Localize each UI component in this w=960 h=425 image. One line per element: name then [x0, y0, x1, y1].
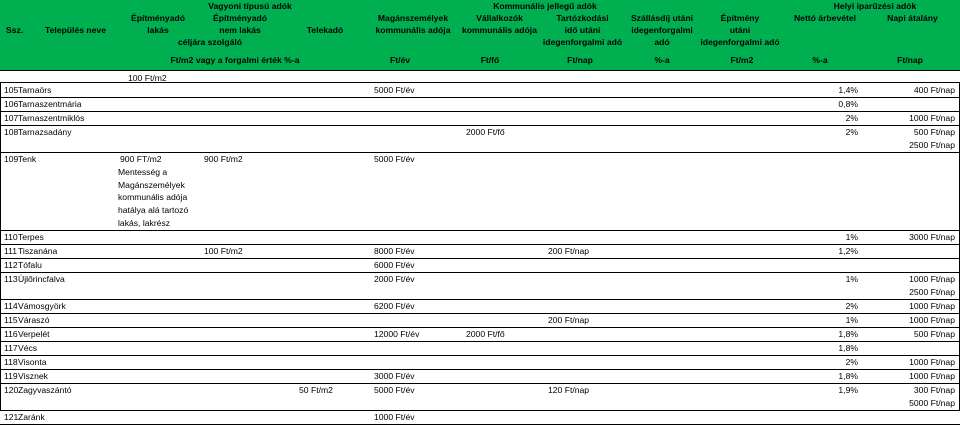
cell-maganszemelyek: 1000 Ft/év	[374, 412, 415, 422]
cell-vallalkozok: 2000 Ft/fő	[466, 127, 505, 137]
napi-header: Napi átalány	[887, 13, 938, 23]
szallasdij-header-2: idegenforgalmi	[631, 25, 693, 35]
cell-napi-secondary: 5000 Ft/nap	[909, 397, 955, 408]
cell-netto: 2%	[845, 113, 858, 123]
cell-tartozkodasi: 120 Ft/nap	[548, 385, 590, 395]
unit-ft-m2-ertek: Ft/m2 vagy a forgalmi érték %-a	[170, 55, 300, 65]
cell-napi: 1000 Ft/nap	[909, 274, 955, 284]
cell-name: Tarnaörs	[18, 85, 52, 95]
cell-name: Tenk	[18, 154, 37, 164]
cell-name: Tófalu	[18, 260, 42, 270]
vallalkozok-header-2: kommunális adója	[462, 25, 537, 35]
cell-tartozkodasi: 200 Ft/nap	[548, 315, 590, 325]
tartozkodasi-header-1: Tartózkodási	[556, 13, 609, 23]
cell-name: Visonta	[18, 357, 47, 367]
cell-ssz: 114	[4, 301, 18, 311]
divider	[0, 70, 960, 71]
cell-napi: 500 Ft/nap	[913, 127, 955, 137]
cell-epitmeny-lakas-note: Magánszemélyek	[118, 179, 185, 190]
cell-ssz: 121	[4, 412, 19, 422]
cell-netto: 1,8%	[838, 343, 858, 353]
cell-name: Tarnaszentmária	[18, 99, 82, 109]
cell-ssz: 116	[4, 329, 18, 339]
maganszemelyek-header-2: kommunális adója	[375, 25, 451, 35]
epitmeny-utani-header-3: idegenforgalmi adó	[700, 37, 780, 47]
vallalkozok-header-1: Vállalkozók	[476, 13, 523, 23]
cell-napi: 300 Ft/nap	[913, 385, 955, 395]
cell-napi: 3000 Ft/nap	[909, 232, 955, 242]
cell-maganszemelyek: 5000 Ft/év	[374, 154, 415, 164]
cell-netto: 0,8%	[838, 99, 858, 109]
unit-pct2: %-a	[812, 55, 828, 65]
cell-ssz: 117	[4, 343, 18, 353]
divider	[0, 82, 960, 83]
cell-telekado: 50 Ft/m2	[299, 385, 333, 395]
unit-ft-nap: Ft/nap	[567, 55, 593, 65]
cell-maganszemelyek: 6200 Ft/év	[374, 301, 415, 311]
cell-napi: 500 Ft/nap	[913, 329, 955, 339]
cell-netto: 2%	[845, 301, 858, 311]
cell-ssz: 110	[4, 232, 18, 242]
cell-maganszemelyek: 5000 Ft/év	[374, 385, 415, 395]
telepules-header: Település neve	[45, 25, 106, 35]
epitmenyado-lakas-header-2: lakás	[147, 25, 169, 35]
cell-ssz: 106	[4, 99, 19, 109]
unit-ft-m2: Ft/m2	[730, 55, 754, 65]
cell-napi-secondary: 2500 Ft/nap	[909, 286, 955, 297]
netto-header: Nettó árbevétel	[793, 13, 857, 23]
cell-netto: 2%	[845, 127, 858, 137]
unit-ft-ev: Ft/év	[389, 55, 411, 65]
unit-ft-fo: Ft/fő	[480, 55, 500, 65]
cell-napi-secondary: 2500 Ft/nap	[909, 139, 955, 150]
epitmeny-utani-header-1: Építmény	[720, 13, 760, 23]
cell-napi: 1000 Ft/nap	[909, 357, 955, 367]
cell-name: Újlőrincfalva	[18, 274, 65, 284]
cell-ssz: 105	[4, 85, 19, 95]
cell-netto: 1,8%	[838, 329, 858, 339]
cell-ssz: 118	[4, 357, 18, 367]
group-iparuzesi-header: Helyi iparűzési adók	[833, 1, 917, 11]
telekado-header: Telekadó	[306, 25, 344, 35]
group-kommunalis-header: Kommunális jellegű adók	[493, 1, 597, 11]
cell-name: Terpes	[18, 232, 44, 242]
unit-ft-nap2: Ft/nap	[897, 55, 923, 65]
epitmenyado-nemlakas-header-2: nem lakás	[219, 25, 261, 35]
cell-epitmeny-lakas-note: hatálya alá tartozó	[118, 205, 189, 216]
cell-name: Váraszó	[18, 315, 50, 325]
cell-ssz: 111	[4, 246, 18, 256]
cell-maganszemelyek: 5000 Ft/év	[374, 85, 415, 95]
cell-netto: 1,8%	[838, 371, 858, 381]
cell-maganszemelyek: 8000 Ft/év	[374, 246, 415, 256]
tartozkodasi-header-2: idő utáni	[564, 25, 601, 35]
cell-netto: 1%	[845, 232, 858, 242]
cell-napi: 1000 Ft/nap	[909, 315, 955, 325]
tartozkodasi-header-3: idegenforgalmi adó	[542, 37, 623, 47]
szallasdij-header-3: adó	[654, 37, 670, 47]
cell-epitmeny-lakas-note: kommunális adója	[118, 192, 188, 203]
cell-netto: 1%	[845, 315, 858, 325]
cell-tartozkodasi: 200 Ft/nap	[548, 246, 590, 256]
cell-ssz: 115	[4, 315, 18, 325]
cell-vallalkozok: 2000 Ft/fő	[466, 329, 505, 339]
cell-maganszemelyek: 12000 Ft/év	[374, 329, 420, 339]
celjara-header: céljára szolgáló	[177, 37, 242, 47]
epitmenyado-lakas-header-1: Építményadó	[131, 13, 185, 23]
cell-ssz: 113	[4, 274, 18, 284]
cell-ssz: 119	[4, 371, 18, 381]
cell-name: Tiszanána	[18, 246, 58, 256]
szallasdij-header-1: Szállásdíj utáni	[630, 13, 694, 23]
maganszemelyek-header-1: Magánszemélyek	[377, 13, 449, 23]
cell-netto: 1,9%	[838, 385, 858, 395]
cell-napi: 1000 Ft/nap	[909, 371, 955, 381]
cell-epitmeny-nemlakas: 900 Ft/m2	[204, 154, 243, 164]
cell-netto: 1%	[845, 274, 858, 284]
ssz-header: Ssz.	[6, 25, 24, 35]
cell-ssz: 120	[4, 385, 19, 395]
cell-epitmeny-lakas-note: lakás, lakrész	[118, 218, 171, 228]
cell-name: Vécs	[18, 343, 38, 353]
grid-vline	[0, 82, 1, 410]
row-divider	[0, 410, 960, 411]
subheader-100-ft-m2: 100 Ft/m2	[128, 73, 167, 83]
cell-ssz: 107	[4, 113, 19, 123]
cell-ssz: 112	[4, 260, 18, 270]
cell-napi: 400 Ft/nap	[913, 85, 955, 95]
cell-maganszemelyek: 3000 Ft/év	[374, 371, 415, 381]
cell-epitmeny-lakas: 900 FT/m2	[120, 154, 162, 164]
cell-ssz: 109	[4, 154, 19, 164]
unit-pct: %-a	[654, 55, 670, 65]
cell-netto: 1,2%	[838, 246, 858, 256]
cell-name: Tarnaszentmiklós	[18, 113, 85, 123]
epitmeny-utani-header-2: utáni	[729, 25, 751, 35]
cell-maganszemelyek: 2000 Ft/év	[374, 274, 415, 284]
row-divider	[0, 258, 960, 259]
cell-napi: 1000 Ft/nap	[909, 301, 955, 311]
epitmenyado-nemlakas-header-1: Építményadó	[213, 13, 267, 23]
cell-ssz: 108	[4, 127, 19, 137]
cell-netto: 2%	[845, 357, 858, 367]
group-vagyoni-header: Vagyoni típusú adók	[208, 1, 292, 11]
cell-name: Zagyvaszántó	[18, 385, 72, 395]
cell-maganszemelyek: 6000 Ft/év	[374, 260, 415, 270]
cell-name: Verpelét	[18, 329, 50, 339]
cell-epitmeny-lakas-note: Mentesség a	[118, 166, 168, 177]
cell-name: Visznek	[18, 371, 48, 381]
cell-name: Tarnazsadány	[18, 127, 72, 137]
cell-netto: 1,4%	[838, 85, 858, 95]
cell-name: Vámosgyörk	[18, 301, 66, 311]
cell-epitmeny-nemlakas: 100 Ft/m2	[204, 246, 243, 256]
cell-napi: 1000 Ft/nap	[909, 113, 955, 123]
cell-name: Zaránk	[18, 412, 45, 422]
